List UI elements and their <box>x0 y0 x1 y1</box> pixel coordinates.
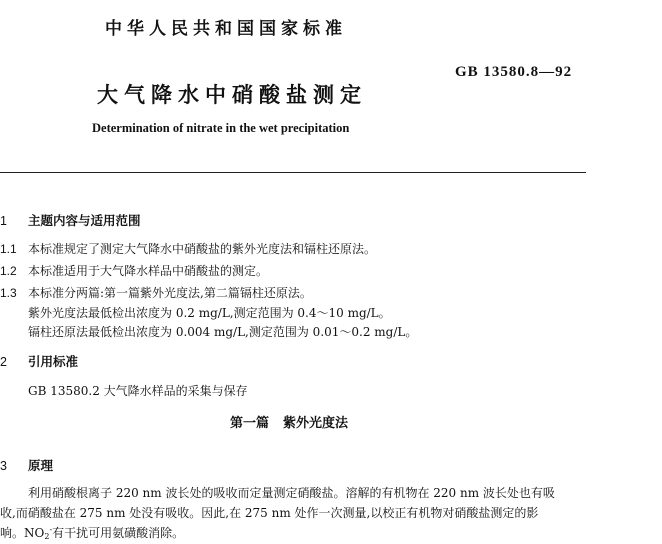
nitrite-subscript: 2 <box>44 532 50 541</box>
uv-method-range: 紫外光度法最低检出浓度为 0.2 mg/L,测定范围为 0.4～10 mg/L。 <box>28 306 391 320</box>
clause-1-3-text: 本标准分两篇:第一篇紫外光度法,第二篇镉柱还原法。 <box>28 286 312 300</box>
principle-line-1: 利用硝酸根离子 220 nm 波长处的吸收而定量测定硝酸盐。溶解的有机物在 220 nm 波长处也有吸 <box>28 486 555 500</box>
clause-1-2-text: 本标准适用于大气降水样品中硝酸盐的测定。 <box>28 264 269 278</box>
section-1-number: 1 <box>0 214 7 228</box>
standard-code: GB 13580.8—92 <box>455 64 573 80</box>
section-3-title: 原理 <box>28 458 54 473</box>
section-1-heading <box>0 211 141 229</box>
section-3-heading <box>0 456 53 474</box>
document-title-english: Determination of nitrate in the wet precipitation <box>92 121 350 135</box>
section-2-heading <box>0 352 78 370</box>
normative-reference: GB 13580.2 大气降水样品的采集与保存 <box>28 384 248 398</box>
section-1-title: 主题内容与适用范围 <box>28 213 141 228</box>
section-2-title: 引用标准 <box>28 354 79 369</box>
clause-1-3-number: 1.3 <box>0 286 17 300</box>
clause-1-1 <box>0 240 376 257</box>
cadmium-method-range: 镉柱还原法最低检出浓度为 0.004 mg/L,测定范围为 0.01～0.2 mg/L。 <box>28 325 418 339</box>
principle-line-3-rest: 有干扰可用氨磺酸消除。 <box>52 526 185 540</box>
principle-line-3 <box>0 524 184 541</box>
part-1-name: 紫外光度法 <box>283 416 349 431</box>
standard-body-header: 中华人民共和国国家标准 <box>105 19 347 39</box>
header-divider <box>0 172 586 173</box>
clause-1-1-text: 本标准规定了测定大气降水中硝酸盐的紫外光度法和镉柱还原法。 <box>28 242 377 256</box>
part-1-title <box>230 412 348 431</box>
clause-1-3 <box>0 284 312 301</box>
part-1-label: 第一篇 <box>230 416 270 431</box>
nitrite-charge: - <box>49 525 53 534</box>
section-2-number: 2 <box>0 355 7 369</box>
section-3-number: 3 <box>0 459 7 473</box>
principle-line-3-prefix: 响。NO <box>0 526 45 540</box>
clause-1-2-number: 1.2 <box>0 264 17 278</box>
document-title-chinese: 大气降水中硝酸盐测定 <box>97 83 367 107</box>
principle-line-2: 收,而硝酸盐在 275 nm 处没有吸收。因此,在 275 nm 处作一次测量,以校正有机物对硝酸盐测定的影 <box>0 506 539 520</box>
clause-1-2 <box>0 262 268 279</box>
clause-1-1-number: 1.1 <box>0 242 17 256</box>
